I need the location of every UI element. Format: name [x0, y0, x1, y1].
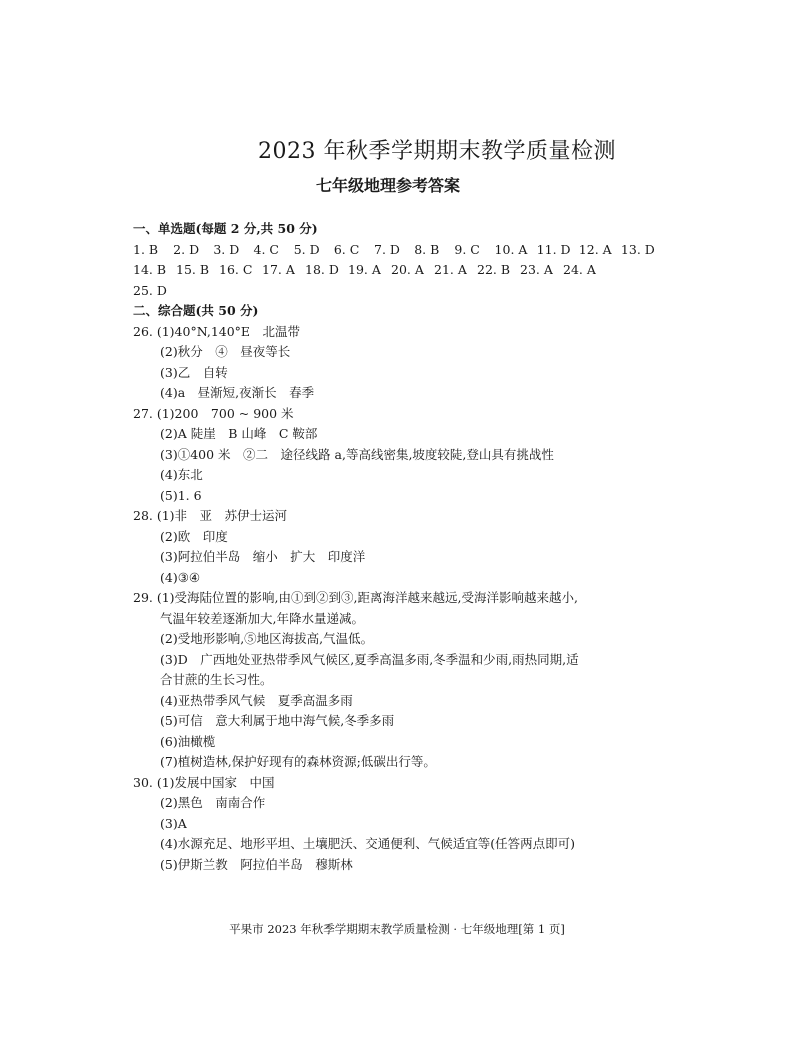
mc-answer: 25. D [133, 282, 167, 298]
q28-line: (3)阿拉伯半岛 缩小 扩大 印度洋 [160, 549, 366, 564]
q29-line: (2)受地形影响,⑤地区海拔高,气温低。 [160, 631, 374, 646]
mc-answer: 7. D [374, 241, 400, 257]
section2-heading: 二、综合题(共 50 分) [133, 303, 259, 318]
mc-answer: 19. A [348, 262, 381, 277]
q28-line: (4)③④ [160, 569, 201, 585]
mc-answer: 9. C [454, 241, 480, 257]
mc-answer: 1. B [133, 241, 159, 257]
mc-row-2 [133, 260, 663, 281]
section1-heading: 一、单选题(每题 2 分,共 50 分) [133, 221, 318, 236]
q28-line: (2)欧 印度 [160, 528, 228, 544]
q26-line: (4)a 昼渐短,夜渐长 春季 [160, 385, 315, 400]
mc-answer: 2. D [173, 241, 200, 257]
mc-row-3 [133, 281, 663, 302]
q30-line: (4)水源充足、地形平坦、土壤肥沃、交通便利、气候适宜等(任答两点即可) [160, 836, 575, 851]
mc-answer: 11. D [536, 241, 571, 257]
q29-line: (6)油橄榄 [160, 733, 216, 749]
q29-line: (4)亚热带季风气候 夏季高温多雨 [160, 692, 353, 708]
q30-line: (2)黑色 南南合作 [160, 795, 266, 810]
q26-line: 26. (1)40°N,140°E 北温带 [133, 323, 301, 339]
q27-line: (3)①400 米 ②二 途径线路 a,等高线密集,坡度较陡,登山具有挑战性 [160, 446, 554, 462]
mc-answer: 10. A [494, 241, 528, 257]
document-subtitle: 七年级地理参考答案 [316, 176, 461, 195]
mc-answer: 13. D [620, 241, 655, 257]
mc-answer: 8. B [414, 241, 440, 257]
q29-line: (7)植树造林,保护好现有的森林资源;低碳出行等。 [160, 754, 436, 769]
mc-answer: 18. D [305, 262, 339, 277]
answer-content [133, 219, 663, 875]
mc-row-1 [133, 240, 663, 261]
q28-line: 28. (1)非 亚 苏伊士运河 [133, 508, 288, 523]
q30-line: 30. (1)发展中国家 中国 [133, 774, 275, 790]
q29-line: 合甘蔗的生长习性。 [160, 672, 273, 687]
mc-answer: 4. C [253, 241, 279, 257]
mc-answer: 16. C [219, 262, 253, 277]
mc-answer: 20. A [391, 262, 424, 277]
document-title: 2023 年秋季学期期末教学质量检测 [258, 139, 616, 164]
q29-line: 29. (1)受海陆位置的影响,由①到②到③,距离海洋越来越远,受海洋影响越来越小, [133, 590, 578, 605]
mc-answer: 15. B [176, 262, 210, 277]
q27-line: 27. (1)200 700 ~ 900 米 [133, 405, 294, 421]
q26-line: (3)乙 自转 [160, 364, 228, 380]
q29-line: (3)D 广西地处亚热带季风气候区,夏季高温多雨,冬季温和少雨,雨热同期,适 [160, 651, 579, 667]
q30-line: (3)A [160, 815, 187, 831]
mc-answer: 22. B [477, 262, 511, 277]
q27-line: (5)1. 6 [160, 487, 202, 503]
mc-answer: 12. A [578, 241, 612, 257]
mc-answer: 3. D [213, 241, 240, 257]
mc-answer: 17. A [262, 262, 295, 277]
mc-answer: 14. B [133, 262, 167, 277]
mc-answer: 24. A [563, 262, 596, 277]
q27-line: (4)东北 [160, 467, 203, 482]
q29-line: (5)可信 意大利属于地中海气候,冬季多雨 [160, 713, 395, 728]
mc-answer: 5. D [293, 241, 320, 257]
q27-line: (2)A 陡崖 B 山峰 C 鞍部 [160, 426, 318, 441]
q26-line: (2)秋分 ④ 昼夜等长 [160, 344, 291, 359]
page-footer: 平果市 2023 年秋季学期期末教学质量检测 · 七年级地理[第 1 页] [229, 922, 565, 936]
mc-answer: 23. A [520, 262, 553, 277]
mc-answer: 6. C [333, 241, 360, 257]
mc-answer: 21. A [434, 262, 467, 277]
q29-line: 气温年较差逐渐加大,年降水量递减。 [160, 610, 364, 626]
q30-line: (5)伊斯兰教 阿拉伯半岛 穆斯林 [160, 856, 353, 872]
